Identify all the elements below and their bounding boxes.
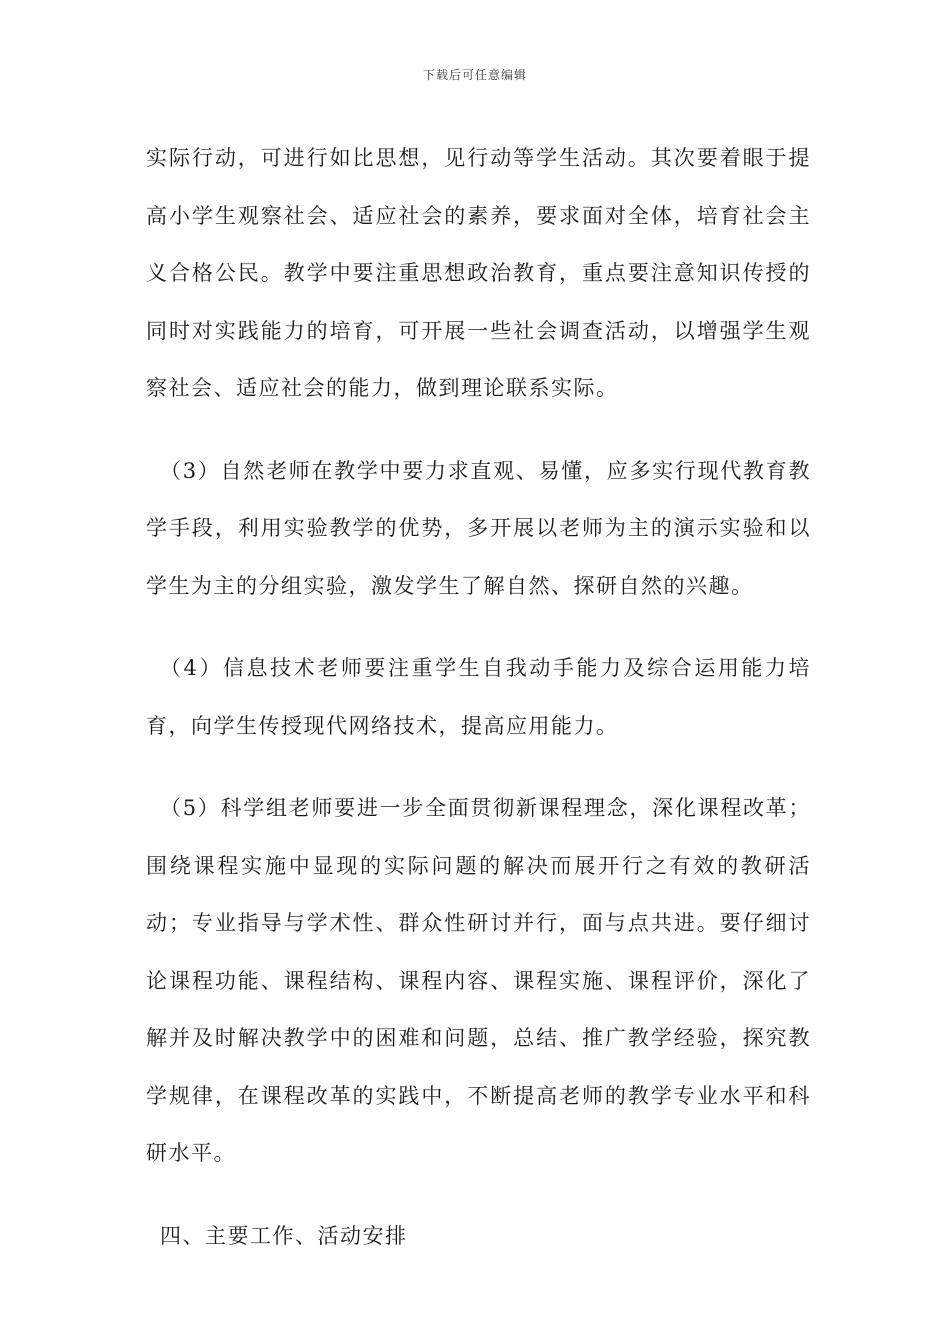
paragraph-item-4: （4）信息技术老师要注重学生自我动手能力及综合运用能力培育，向学生传授现代网络技术，提高应用能力。 bbox=[146, 656, 811, 738]
section-heading: 四、主要工作、活动安排 bbox=[160, 1223, 408, 1248]
page-header: 下载后可任意编辑 bbox=[422, 68, 527, 82]
document-body bbox=[146, 130, 811, 1265]
paragraph-continuation: 实际行动，可进行如比思想，见行动等学生活动。其次要着眼于提高小学生观察社会、适应社会的素养，要求面对全体，培育社会主义合格公民。教学中要注重思想政治教育，重点要注意知识传授的同时对实践能力的培育，可开展一些社会调查活动，以增强学生观察社会、适应社会的能力，做到理论联系实际。 bbox=[146, 146, 811, 400]
paragraph-item-3: （3）自然老师在教学中要力求直观、易懂，应多实行现代教育教学手段，利用实验教学的优势，多开展以老师为主的演示实验和以学生为主的分组实验，激发学生了解自然、探研自然的兴趣。 bbox=[146, 458, 811, 598]
paragraph-item-5: （5）科学组老师要进一步全面贯彻新课程理念，深化课程改革；围绕课程实施中显现的实际问题的解决而展开行之有效的教研活动；专业指导与学术性、群众性研讨并行，面与点共进。要仔细讨论课程功能、课程结构、课程内容、课程实施、课程评价，深化了解并及时解决教学中的困难和问题，总结、推广教学经验，探究教学规律，在课程改革的实践中，不断提高老师的教学专业水平和科研水平。 bbox=[146, 796, 811, 1165]
